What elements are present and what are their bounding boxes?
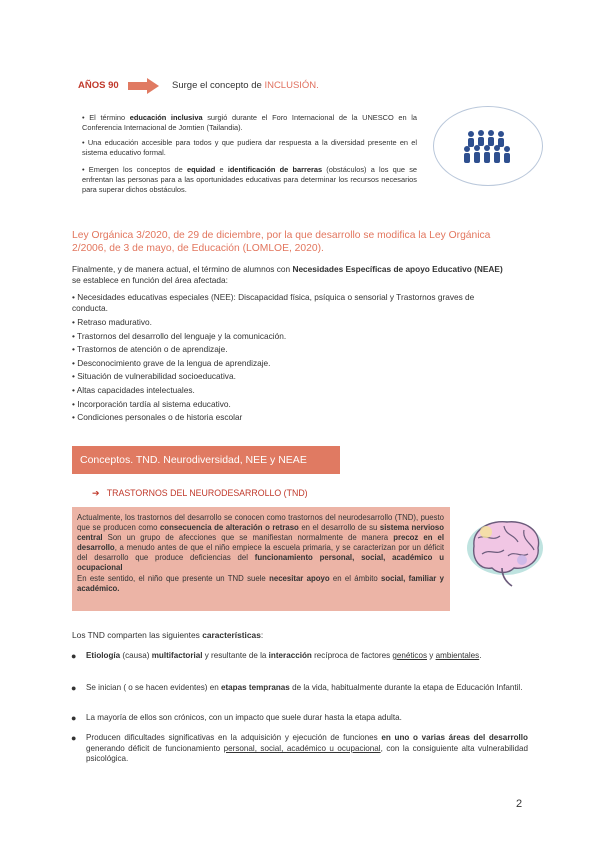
people-group-icon	[462, 128, 512, 168]
brain-icon	[462, 516, 548, 590]
list-item: • Necesidades educativas especiales (NEE): Discapacidad física, psíquica o sensorial y Trastornos graves de conducta.	[72, 292, 475, 313]
list-item: • Situación de vulnerabilidad socioeducativa.	[72, 371, 236, 382]
ley-heading: Ley Orgánica 3/2020, de 29 de diciembre, por la que desarrollo se modifica la Ley Orgánica 2/2006, de 3 de mayo, de Educación (LOMLOE, 2020).	[72, 230, 491, 254]
list-item: • Altas capacidades intelectuales.	[72, 384, 195, 395]
bullet-dot-icon: ●	[71, 683, 77, 693]
page-number: 2	[516, 798, 523, 810]
list-item: • Desconocimiento grave de la lengua de aprendizaje.	[72, 357, 271, 368]
list-item: • Condiciones personales o de historia escolar	[72, 412, 243, 423]
arrow-icon: ➔	[92, 488, 100, 498]
tnd-definition-text: Actualmente, los trastornos del desarrollo se conocen como trastornos del neurodesarrollo (TND), puesto que se producen como consecuencia de alteración o retraso en el desarrollo de su sistema nervioso central Son un grupo de afecciones que se manifiestan normalmente de manera precoz en el desarrollo, a menudo antes de que el niño empiece la escuela primaria, y se caracterizan por un déficit del desarrollo que produce deficiencias del funcionamiento personal, social, académico u ocupacional En este sentido, el niño que presente un TND suele necesitar apoyo en el ámbito social, familiar y académico.	[77, 513, 444, 593]
characteristic-item: ● La mayoría de ellos son crónicos, con un impacto que suele durar hasta la etapa adulta.	[71, 713, 402, 723]
characteristic-item: ● Se inician ( o se hacen evidentes) en etapas tempranas de la vida, habitualmente durante la etapa de Educación Infantil.	[71, 683, 523, 693]
section-banner-title: Conceptos. TND. Neurodiversidad, NEE y NEAE	[80, 454, 307, 466]
neae-intro: Finalmente, y de manera actual, el término de alumnos con Necesidades Específicas de apoyo Educativo (NEAE) se establece en función del área afectada:	[72, 264, 503, 285]
bullet-equidad: • Emergen los conceptos de equidad e identificación de barreras (obstáculos) a los que se enfrentan las personas para a las oportunidades educativas para determinar los recursos necesarios para superar dichos obstáculos.	[82, 165, 418, 194]
tnd-definition-box	[72, 507, 450, 611]
years-label: AÑOS 90	[78, 80, 119, 91]
section-banner	[72, 446, 340, 474]
characteristic-item: ● Etiología (causa) multifactorial y resultante de la interacción recíproca de factores genéticos y ambientales.	[71, 651, 482, 661]
bullet-dot-icon: ●	[71, 713, 77, 723]
bullet-dot-icon: ●	[71, 651, 77, 661]
list-item: • Trastornos de atención o de aprendizaje.	[72, 344, 228, 355]
bullet-dot-icon: ●	[71, 733, 77, 743]
bullet-unesco: • El término educación inclusiva surgió durante el Foro Internacional de la UNESCO en la Conferencia Internacional de Jomtien (Tailandia).	[82, 113, 417, 132]
neae-list	[72, 292, 512, 425]
characteristics-intro: Los TND comparten las siguientes características:	[72, 630, 264, 640]
bullet-accesible: • Una educación accesible para todos y que pudiera dar respuesta a la diversidad presente en el sistema educativo formal.	[82, 138, 417, 157]
list-item: • Retraso madurativo.	[72, 317, 152, 327]
tnd-heading: ➔ TRASTORNOS DEL NEURODESARROLLO (TND)	[92, 488, 308, 498]
list-item: • Incorporación tardía al sistema educativo.	[72, 398, 231, 409]
list-item: • Trastornos del desarrollo del lenguaje y la comunicación.	[72, 330, 287, 341]
arrow-right-icon	[128, 78, 160, 94]
characteristic-item: ● Producen dificultades significativas en la adquisición y ejecución de funciones en uno o varias áreas del desarrollo generando déficit de funcionamiento personal, social, académico u ocupacional, con la consiguiente alta vulnerabilidad psicológica.	[71, 733, 529, 764]
surge-concept: Surge el concepto de INCLUSIÓN.	[172, 80, 319, 91]
